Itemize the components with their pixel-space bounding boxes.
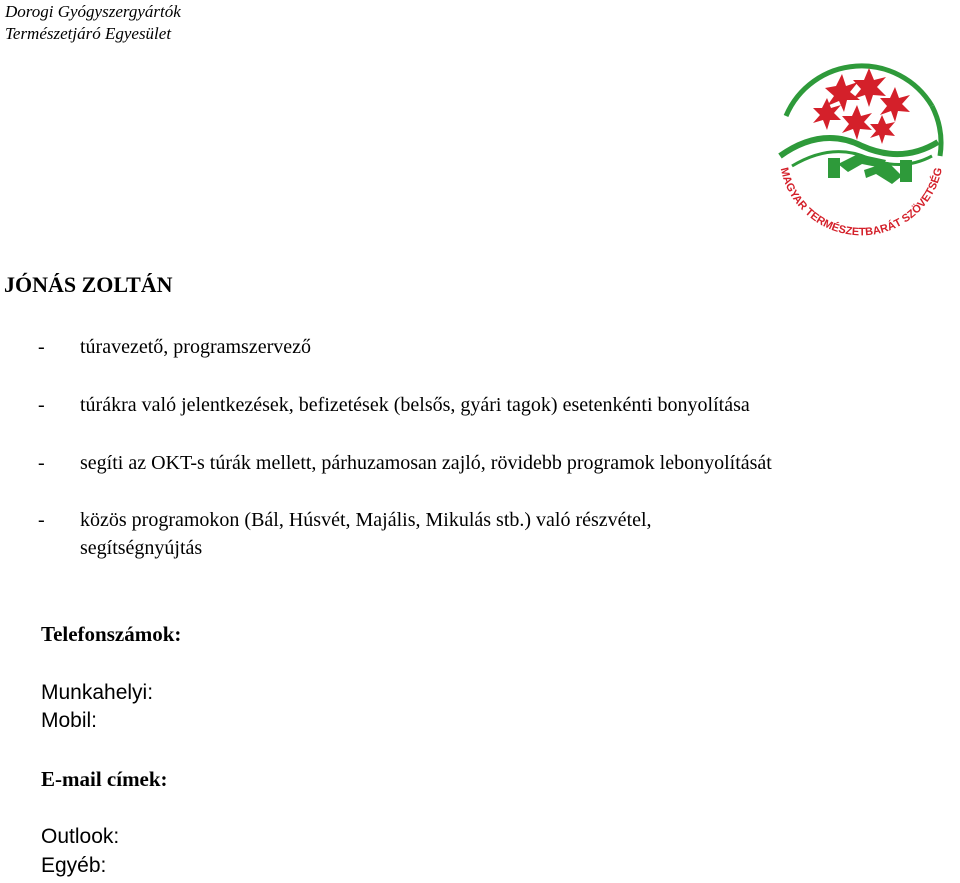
outlook-email-label: Outlook: bbox=[41, 825, 120, 848]
svg-text:MAGYAR TERMÉSZETBARÁT SZÖVETSÉ: MAGYAR TERMÉSZETBARÁT SZÖVETSÉG bbox=[777, 166, 945, 239]
other-email-label: Egyéb: bbox=[41, 854, 107, 877]
organization-name-line2: Természetjáró Egyesület bbox=[5, 24, 172, 43]
list-dash: - bbox=[38, 509, 45, 531]
list-item-text: segíti az OKT-s túrák mellett, párhuzamosan zajló, rövidebb programok lebonyolítását bbox=[80, 452, 772, 474]
list-item-text: túravezető, programszervező bbox=[80, 336, 311, 358]
work-phone-label: Munkahelyi: bbox=[41, 681, 154, 704]
list-item-text: túrákra való jelentkezések, befizetések (belsős, gyári tagok) esetenkénti bonyolítása bbox=[80, 394, 750, 416]
emails-heading: E-mail címek: bbox=[41, 767, 168, 791]
person-name: JÓNÁS ZOLTÁN bbox=[4, 272, 173, 297]
association-logo-icon bbox=[752, 46, 960, 242]
phones-heading: Telefonszámok: bbox=[41, 622, 182, 646]
list-dash: - bbox=[38, 336, 45, 358]
list-item-text: közös programokon (Bál, Húsvét, Majális, Mikulás stb.) való részvétel, bbox=[80, 509, 652, 531]
organization-header bbox=[5, 1, 181, 45]
organization-name-line1: Dorogi Gyógyszergyártók bbox=[5, 2, 181, 21]
list-dash: - bbox=[38, 394, 45, 416]
mobile-phone-label: Mobil: bbox=[41, 709, 98, 732]
list-dash: - bbox=[38, 452, 45, 474]
list-item-text-continued: segítségnyújtás bbox=[80, 537, 203, 559]
